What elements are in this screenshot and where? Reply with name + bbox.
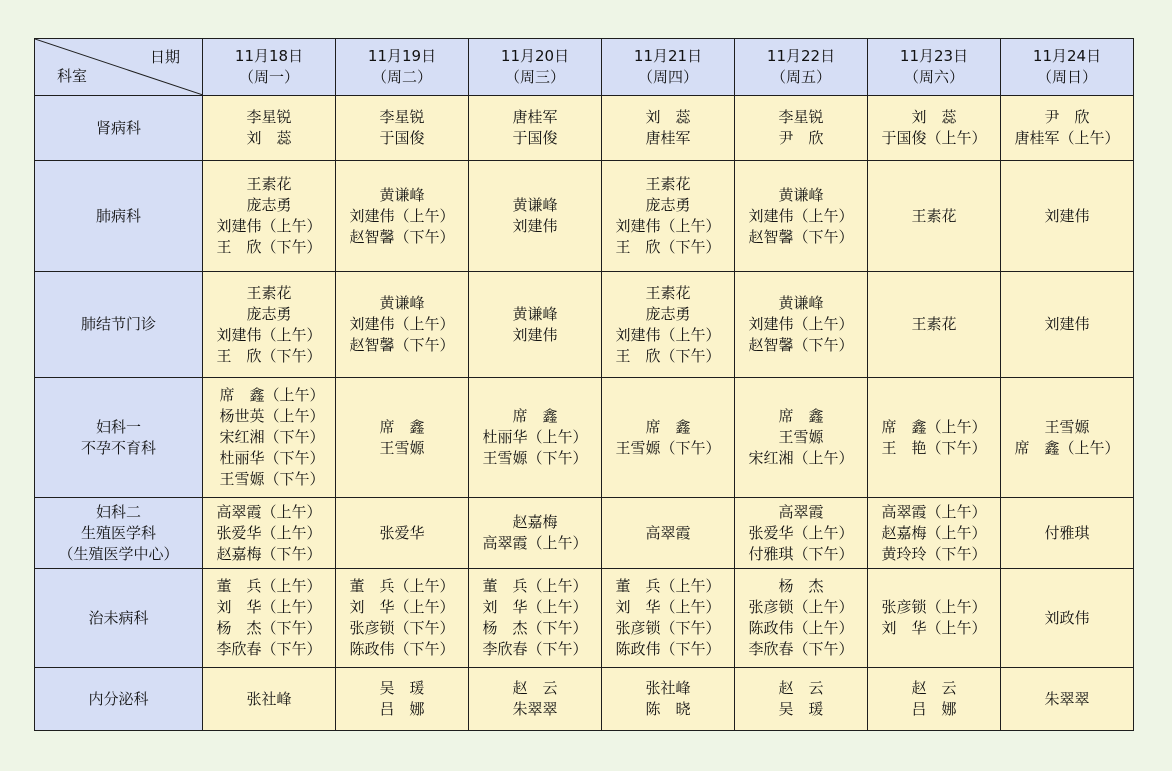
duty-cell bbox=[602, 498, 735, 569]
duty-cell bbox=[868, 272, 1001, 378]
duty-cell bbox=[469, 96, 602, 161]
duty-cell bbox=[336, 569, 469, 668]
duty-names bbox=[349, 576, 454, 660]
dept-name-line: 内分泌科 bbox=[88, 689, 149, 708]
duty-names bbox=[911, 314, 956, 335]
duty-cell bbox=[1001, 498, 1134, 569]
duty-names bbox=[1044, 689, 1089, 710]
duty-cell bbox=[469, 378, 602, 498]
doctor-name: 王 欣（下午） bbox=[216, 238, 322, 256]
dept-name-line: （生殖医学中心） bbox=[58, 544, 179, 563]
corner-header-cell bbox=[35, 39, 203, 96]
doctor-name: 吴 瑗 bbox=[379, 679, 425, 697]
doctor-name: 黄谦峰 bbox=[379, 294, 425, 312]
day-date: 11月22日 bbox=[766, 47, 836, 65]
doctor-name: 刘建伟 bbox=[1044, 315, 1090, 333]
day-date: 11月19日 bbox=[367, 47, 437, 65]
dept-row bbox=[35, 96, 1134, 161]
duty-cell bbox=[735, 498, 868, 569]
day-weekday: （周五） bbox=[770, 68, 831, 86]
duty-cell bbox=[1001, 569, 1134, 668]
duty-names bbox=[219, 385, 324, 490]
duty-names bbox=[512, 195, 557, 237]
doctor-name: 李星锐 bbox=[778, 108, 824, 126]
duty-cell bbox=[735, 272, 868, 378]
day-header-cell bbox=[602, 39, 735, 96]
doctor-name: 李欣春（下午） bbox=[216, 640, 322, 658]
dept-name-cell bbox=[35, 161, 203, 272]
doctor-name: 高翠霞（上午） bbox=[216, 502, 322, 521]
day-header-cell bbox=[1001, 39, 1134, 96]
duty-names bbox=[748, 502, 853, 565]
corner-dept-label: 科室 bbox=[57, 67, 88, 85]
duty-names bbox=[1014, 107, 1119, 149]
doctor-name: 尹 欣 bbox=[1044, 108, 1090, 126]
doctor-name: 赵智馨（下午） bbox=[349, 227, 455, 246]
doctor-name: 吕 娜 bbox=[379, 700, 425, 718]
dept-name-line: 生殖医学科 bbox=[80, 523, 156, 542]
doctor-name: 陈 晓 bbox=[645, 700, 691, 718]
duty-names bbox=[216, 502, 321, 565]
duty-names bbox=[349, 293, 454, 356]
duty-names bbox=[911, 206, 956, 227]
doctor-name: 杨 杰（下午） bbox=[482, 619, 588, 637]
dept-name-line: 妇科一 bbox=[95, 417, 141, 436]
doctor-name: 王素花 bbox=[645, 283, 691, 302]
duty-names bbox=[748, 293, 853, 356]
doctor-name: 席 鑫 bbox=[645, 417, 691, 436]
duty-names bbox=[615, 174, 720, 258]
dept-name-line: 肾病科 bbox=[95, 118, 141, 137]
duty-names bbox=[911, 678, 956, 720]
duty-names bbox=[1044, 608, 1089, 629]
duty-cell bbox=[735, 96, 868, 161]
duty-cell bbox=[602, 378, 735, 498]
doctor-name: 陈政伟（下午） bbox=[349, 640, 455, 658]
day-date: 11月21日 bbox=[633, 47, 703, 65]
doctor-name: 黄谦峰 bbox=[379, 185, 425, 204]
day-header-cell bbox=[735, 39, 868, 96]
duty-cell bbox=[336, 378, 469, 498]
doctor-name: 王素花 bbox=[911, 206, 957, 225]
doctor-name: 董 兵（上午） bbox=[482, 577, 588, 595]
duty-cell bbox=[336, 668, 469, 731]
duty-names bbox=[216, 174, 321, 258]
doctor-name: 席 鑫 bbox=[379, 417, 425, 436]
dept-row bbox=[35, 569, 1134, 668]
doctor-name: 李星锐 bbox=[246, 108, 292, 126]
day-date: 11月20日 bbox=[500, 47, 570, 65]
duty-cell bbox=[203, 272, 336, 378]
doctor-name: 陈政伟（下午） bbox=[615, 640, 721, 658]
duty-names bbox=[482, 576, 587, 660]
duty-cell bbox=[203, 569, 336, 668]
duty-cell bbox=[735, 161, 868, 272]
duty-names bbox=[379, 107, 424, 149]
dept-row bbox=[35, 498, 1134, 569]
day-date: 11月18日 bbox=[234, 47, 304, 65]
doctor-name: 刘 华（上午） bbox=[349, 598, 455, 616]
header-row bbox=[35, 39, 1134, 96]
doctor-name: 尹 欣 bbox=[778, 129, 824, 147]
duty-names bbox=[748, 576, 853, 660]
duty-names bbox=[881, 502, 986, 565]
doctor-name: 唐桂军 bbox=[645, 129, 691, 147]
duty-cell bbox=[336, 272, 469, 378]
doctor-name: 黄谦峰 bbox=[778, 185, 824, 204]
duty-cell bbox=[336, 161, 469, 272]
duty-cell bbox=[469, 569, 602, 668]
duty-cell bbox=[336, 498, 469, 569]
duty-cell bbox=[203, 161, 336, 272]
doctor-name: 庞志勇 bbox=[246, 304, 292, 323]
duty-cell bbox=[469, 272, 602, 378]
duty-names bbox=[1044, 523, 1089, 544]
dept-row bbox=[35, 161, 1134, 272]
dept-name-cell bbox=[35, 96, 203, 161]
duty-cell bbox=[1001, 378, 1134, 498]
duty-cell bbox=[735, 569, 868, 668]
dept-row bbox=[35, 272, 1134, 378]
doctor-name: 王雪嫄 bbox=[778, 428, 824, 446]
dept-row bbox=[35, 668, 1134, 731]
doctor-name: 王雪嫄 bbox=[379, 438, 425, 457]
duty-names bbox=[881, 107, 986, 149]
duty-names bbox=[379, 523, 424, 544]
doctor-name: 王雪嫄（下午） bbox=[615, 438, 721, 457]
duty-cell bbox=[868, 668, 1001, 731]
duty-cell bbox=[602, 96, 735, 161]
dept-name-cell bbox=[35, 668, 203, 731]
duty-names bbox=[349, 185, 454, 248]
doctor-name: 刘建伟（上午） bbox=[216, 325, 322, 344]
day-weekday: （周四） bbox=[637, 68, 698, 86]
doctor-name: 席 鑫 bbox=[512, 407, 558, 425]
doctor-name: 董 兵（上午） bbox=[216, 577, 322, 595]
doctor-name: 赵智馨（下午） bbox=[349, 336, 455, 354]
duty-names bbox=[216, 283, 321, 367]
duty-cell bbox=[1001, 96, 1134, 161]
doctor-name: 张彦锁（下午） bbox=[615, 619, 721, 637]
doctor-name: 吴 瑗 bbox=[778, 700, 824, 718]
day-weekday: （周三） bbox=[504, 68, 565, 86]
doctor-name: 席 鑫 bbox=[778, 407, 824, 425]
dept-row bbox=[35, 378, 1134, 498]
duty-names bbox=[645, 523, 690, 544]
duty-names bbox=[512, 678, 557, 720]
duty-names bbox=[881, 417, 986, 459]
doctor-name: 赵智馨（下午） bbox=[748, 336, 854, 354]
doctor-name: 王 欣（下午） bbox=[615, 238, 721, 256]
duty-cell bbox=[868, 96, 1001, 161]
dept-name-cell bbox=[35, 498, 203, 569]
doctor-name: 刘 蕊 bbox=[645, 108, 691, 126]
doctor-name: 张爱华（上午） bbox=[216, 523, 322, 542]
doctor-name: 李星锐 bbox=[379, 108, 425, 126]
doctor-name: 高翠霞（上午） bbox=[881, 502, 987, 521]
doctor-name: 唐桂军 bbox=[512, 108, 558, 126]
day-weekday: （周一） bbox=[238, 68, 299, 86]
doctor-name: 刘建伟 bbox=[1044, 206, 1090, 225]
doctor-name: 刘 华（上午） bbox=[216, 598, 322, 616]
doctor-name: 王雪嫄（下午） bbox=[482, 449, 588, 467]
day-date: 11月23日 bbox=[899, 47, 969, 65]
duty-cell bbox=[203, 668, 336, 731]
schedule-body bbox=[35, 96, 1134, 731]
dept-name-line: 治未病科 bbox=[88, 608, 149, 627]
doctor-name: 张社峰 bbox=[246, 689, 292, 708]
doctor-name: 刘建伟 bbox=[512, 217, 558, 235]
doctor-name: 杜丽华（下午） bbox=[219, 449, 325, 467]
doctor-name: 刘建伟（上午） bbox=[615, 217, 721, 235]
doctor-name: 唐桂军（上午） bbox=[1014, 129, 1120, 147]
dept-name-line: 不孕不育科 bbox=[80, 438, 156, 457]
doctor-name: 杜丽华（上午） bbox=[482, 428, 588, 446]
doctor-name: 刘 蕊 bbox=[911, 108, 957, 126]
duty-names bbox=[778, 678, 823, 720]
duty-names bbox=[615, 417, 720, 459]
duty-names bbox=[379, 417, 424, 459]
duty-names bbox=[246, 107, 291, 149]
doctor-name: 吕 娜 bbox=[911, 700, 957, 718]
doctor-name: 杨 杰 bbox=[778, 577, 824, 595]
doctor-name: 刘 华（上午） bbox=[881, 619, 987, 637]
duty-names bbox=[379, 678, 424, 720]
duty-names bbox=[778, 107, 823, 149]
doctor-name: 庞志勇 bbox=[246, 196, 292, 214]
duty-cell bbox=[602, 668, 735, 731]
doctor-name: 王素花 bbox=[645, 175, 691, 193]
duty-names bbox=[216, 576, 321, 660]
duty-cell bbox=[469, 161, 602, 272]
doctor-name: 席 鑫（上午） bbox=[219, 386, 325, 404]
doctor-name: 黄谦峰 bbox=[512, 196, 558, 214]
duty-schedule-table bbox=[34, 38, 1134, 731]
duty-cell bbox=[602, 569, 735, 668]
doctor-name: 黄玲玲（下午） bbox=[881, 544, 987, 563]
doctor-name: 王素花 bbox=[246, 175, 292, 193]
duty-cell bbox=[469, 498, 602, 569]
doctor-name: 李欣春（下午） bbox=[748, 640, 854, 658]
duty-cell bbox=[735, 378, 868, 498]
doctor-name: 刘 蕊 bbox=[246, 129, 292, 147]
duty-cell bbox=[1001, 668, 1134, 731]
doctor-name: 董 兵（上午） bbox=[349, 577, 455, 595]
duty-cell bbox=[868, 378, 1001, 498]
doctor-name: 于国俊 bbox=[379, 129, 425, 147]
doctor-name: 王雪嫄（下午） bbox=[219, 470, 325, 488]
doctor-name: 刘建伟（上午） bbox=[748, 315, 854, 333]
day-header-cell bbox=[203, 39, 336, 96]
doctor-name: 黄谦峰 bbox=[512, 304, 558, 323]
dept-name-cell bbox=[35, 569, 203, 668]
doctor-name: 席 鑫（上午） bbox=[1014, 438, 1120, 457]
doctor-name: 于国俊 bbox=[512, 129, 558, 147]
doctor-name: 付雅琪 bbox=[1044, 523, 1090, 542]
doctor-name: 高翠霞 bbox=[645, 523, 691, 542]
duty-names bbox=[1044, 314, 1089, 335]
duty-cell bbox=[336, 96, 469, 161]
doctor-name: 宋红湘（上午） bbox=[748, 449, 854, 467]
duty-cell bbox=[602, 161, 735, 272]
doctor-name: 杨世英（上午） bbox=[219, 407, 325, 425]
duty-cell bbox=[868, 569, 1001, 668]
doctor-name: 赵 云 bbox=[911, 679, 957, 697]
duty-names bbox=[246, 689, 291, 710]
doctor-name: 朱翠翠 bbox=[1044, 689, 1090, 708]
duty-names bbox=[748, 406, 853, 469]
duty-cell bbox=[602, 272, 735, 378]
duty-cell bbox=[868, 161, 1001, 272]
doctor-name: 于国俊（上午） bbox=[881, 129, 987, 147]
doctor-name: 赵智馨（下午） bbox=[748, 227, 854, 246]
doctor-name: 张彦锁（下午） bbox=[349, 619, 455, 637]
duty-cell bbox=[203, 96, 336, 161]
doctor-name: 付雅琪（下午） bbox=[748, 544, 854, 563]
doctor-name: 庞志勇 bbox=[645, 196, 691, 214]
duty-cell bbox=[735, 668, 868, 731]
duty-names bbox=[645, 678, 690, 720]
day-weekday: （周日） bbox=[1036, 68, 1097, 86]
dept-name-line: 肺病科 bbox=[95, 206, 141, 225]
duty-cell bbox=[203, 498, 336, 569]
doctor-name: 朱翠翠 bbox=[512, 700, 558, 718]
day-header-cell bbox=[336, 39, 469, 96]
corner-date-label: 日期 bbox=[149, 48, 180, 66]
dept-name-line: 肺结节门诊 bbox=[80, 315, 156, 333]
dept-name-cell bbox=[35, 272, 203, 378]
doctor-name: 王素花 bbox=[911, 315, 957, 333]
duty-cell bbox=[469, 668, 602, 731]
duty-names bbox=[615, 576, 720, 660]
duty-names bbox=[1044, 206, 1089, 227]
dept-name-line: 妇科二 bbox=[95, 502, 141, 521]
doctor-name: 董 兵（上午） bbox=[615, 577, 721, 595]
duty-names bbox=[1014, 417, 1119, 459]
doctor-name: 陈政伟（上午） bbox=[748, 619, 854, 637]
duty-names bbox=[512, 107, 557, 149]
doctor-name: 庞志勇 bbox=[645, 304, 691, 323]
doctor-name: 赵 云 bbox=[512, 679, 558, 697]
doctor-name: 王 欣（下午） bbox=[615, 346, 721, 365]
duty-names bbox=[881, 597, 986, 639]
doctor-name: 赵嘉梅（上午） bbox=[881, 523, 987, 542]
doctor-name: 王素花 bbox=[246, 283, 292, 302]
doctor-name: 赵 云 bbox=[778, 679, 824, 697]
duty-cell bbox=[203, 378, 336, 498]
doctor-name: 刘建伟（上午） bbox=[748, 206, 854, 225]
duty-names bbox=[748, 185, 853, 248]
duty-names bbox=[482, 406, 587, 469]
doctor-name: 刘建伟（上午） bbox=[349, 206, 455, 225]
doctor-name: 高翠霞（上午） bbox=[482, 534, 588, 552]
doctor-name: 王 艳（下午） bbox=[881, 438, 987, 457]
duty-cell bbox=[1001, 272, 1134, 378]
doctor-name: 张爱华（上午） bbox=[748, 523, 854, 542]
duty-cell bbox=[868, 498, 1001, 569]
duty-names bbox=[645, 107, 690, 149]
doctor-name: 李欣春（下午） bbox=[482, 640, 588, 658]
doctor-name: 宋红湘（下午） bbox=[219, 428, 325, 446]
doctor-name: 张爱华 bbox=[379, 523, 425, 542]
duty-cell bbox=[1001, 161, 1134, 272]
day-date: 11月24日 bbox=[1032, 47, 1102, 65]
day-weekday: （周六） bbox=[903, 68, 964, 86]
duty-names bbox=[512, 304, 557, 346]
doctor-name: 张彦锁（上午） bbox=[881, 598, 987, 616]
doctor-name: 王 欣（下午） bbox=[216, 346, 322, 365]
day-header-cell bbox=[868, 39, 1001, 96]
doctor-name: 黄谦峰 bbox=[778, 294, 824, 312]
day-weekday: （周二） bbox=[371, 68, 432, 86]
doctor-name: 刘 华（上午） bbox=[482, 598, 588, 616]
doctor-name: 刘建伟（上午） bbox=[615, 325, 721, 344]
doctor-name: 刘 华（上午） bbox=[615, 598, 721, 616]
doctor-name: 刘建伟 bbox=[512, 325, 558, 344]
doctor-name: 赵嘉梅 bbox=[512, 513, 558, 531]
doctor-name: 刘建伟（上午） bbox=[216, 217, 322, 235]
doctor-name: 王雪嫄 bbox=[1044, 417, 1090, 436]
doctor-name: 张社峰 bbox=[645, 679, 691, 697]
doctor-name: 刘建伟（上午） bbox=[349, 315, 455, 333]
dept-name-cell bbox=[35, 378, 203, 498]
duty-names bbox=[615, 283, 720, 367]
doctor-name: 张彦锁（上午） bbox=[748, 598, 854, 616]
doctor-name: 席 鑫（上午） bbox=[881, 417, 987, 436]
doctor-name: 赵嘉梅（下午） bbox=[216, 544, 322, 563]
doctor-name: 刘政伟 bbox=[1044, 608, 1090, 627]
doctor-name: 杨 杰（下午） bbox=[216, 619, 322, 637]
doctor-name: 高翠霞 bbox=[778, 502, 824, 521]
day-header-cell bbox=[469, 39, 602, 96]
duty-names bbox=[482, 512, 587, 554]
